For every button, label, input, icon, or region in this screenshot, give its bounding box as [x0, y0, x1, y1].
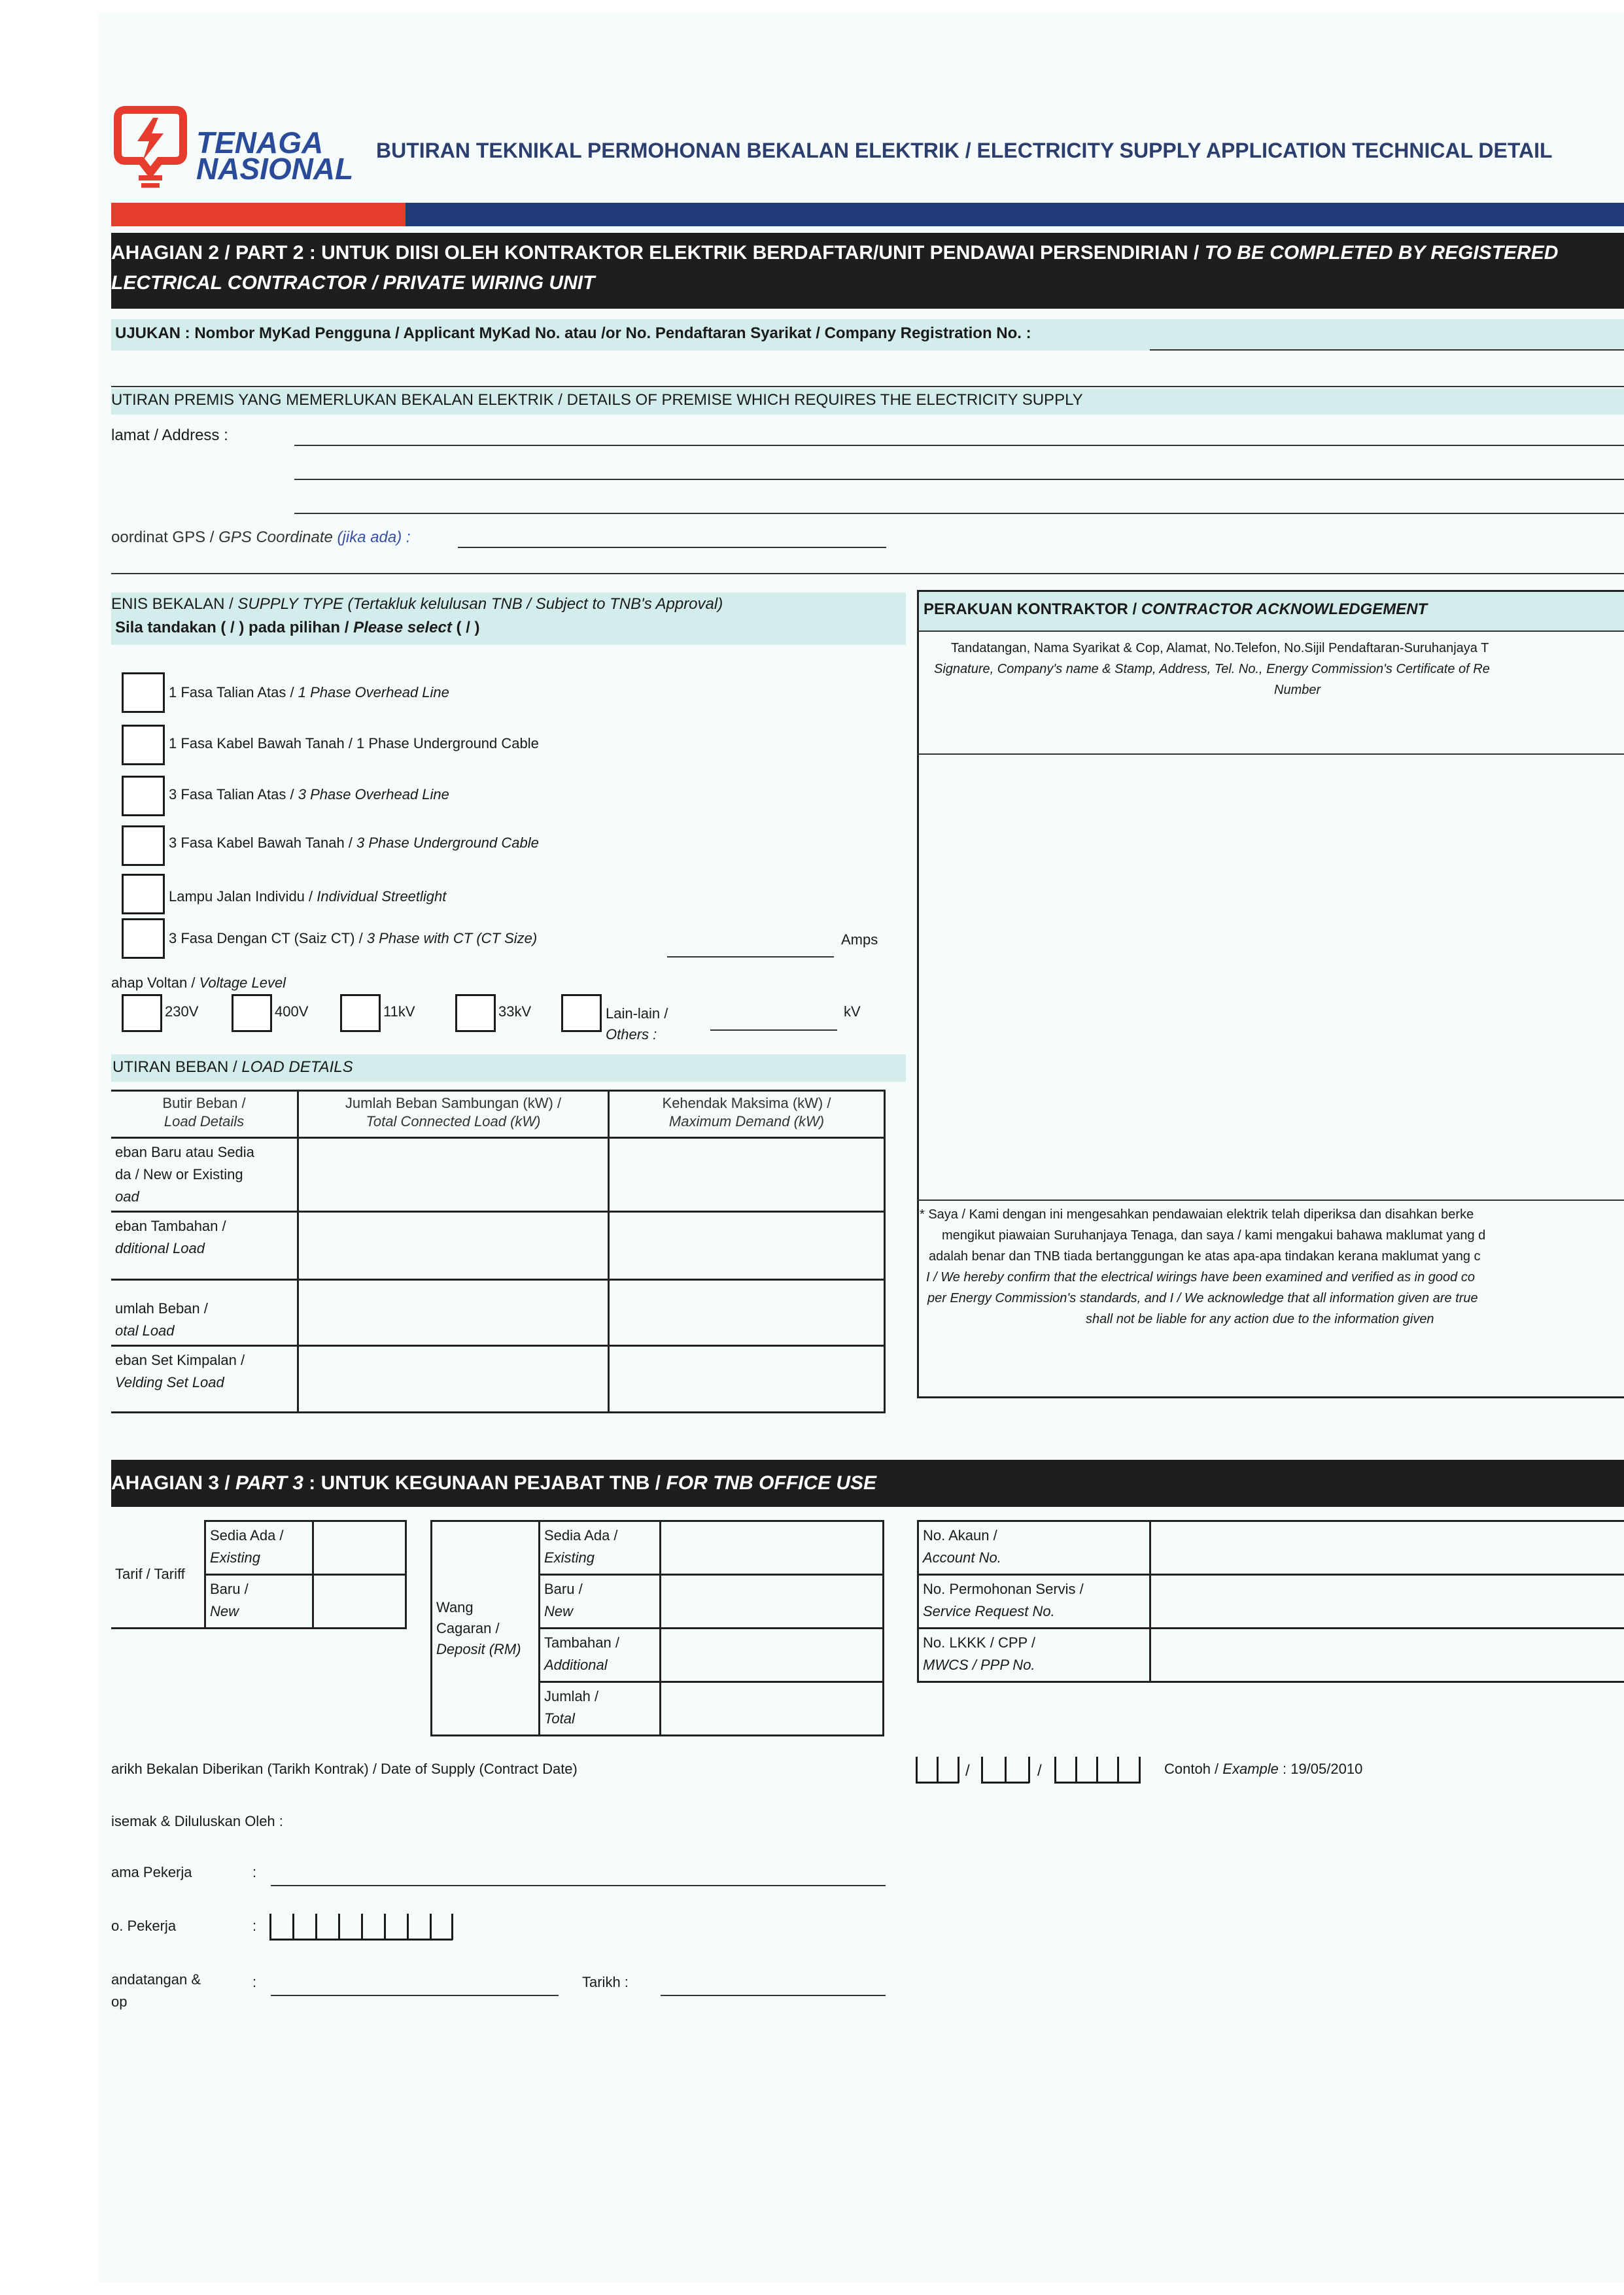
gps-label-optional: (jika ada) :: [337, 528, 411, 546]
table-row: [111, 1521, 406, 1575]
page-title: BUTIRAN TEKNIKAL PERMOHONAN BEKALAN ELEKTRIK / ELECTRICITY SUPPLY APPLICATION TECHNICAL DETAIL: [376, 139, 1553, 162]
opt5-en: Individual Streetlight: [317, 888, 447, 905]
voltage-33kv-checkbox[interactable]: [455, 994, 496, 1032]
tariff-existing-ms: Sedia Ada /: [210, 1527, 284, 1544]
load-row-4-demand-input[interactable]: [609, 1346, 885, 1413]
table-row: [432, 1521, 884, 1575]
opt3-en: 3 Phase Overhead Line: [298, 786, 449, 802]
gps-label-ms: oordinat GPS /: [111, 528, 219, 546]
staff-no-colon: :: [252, 1918, 257, 1934]
deposit-existing-ms: Sedia Ada /: [544, 1527, 618, 1544]
date-slash-2: /: [1037, 1762, 1042, 1780]
header-accent-red: [111, 203, 406, 226]
voltage-11kv-label: 11kV: [383, 1003, 415, 1020]
deposit-additional-en: Additional: [544, 1657, 608, 1673]
signature-input[interactable]: [271, 1995, 559, 1996]
voltage-heading-en: Voltage Level: [199, 975, 286, 991]
voltage-11kv-checkbox[interactable]: [340, 994, 381, 1032]
month-tick: [1005, 1757, 1007, 1783]
load-row-1-demand-input[interactable]: [609, 1138, 885, 1212]
account-no-input[interactable]: [1150, 1521, 1624, 1575]
address-label: lamat / Address :: [111, 426, 228, 444]
load-row-2-label: [111, 1212, 298, 1280]
load-row-4-label: [111, 1346, 298, 1413]
account-no-ms: No. Akaun /: [923, 1527, 997, 1544]
load-row-1-label: [111, 1138, 298, 1212]
contractor-signature-area[interactable]: [922, 759, 1622, 1197]
voltage-other-ms: Lain-lain /: [606, 1005, 668, 1022]
deposit-label: [432, 1521, 540, 1736]
supply-type-heading: [111, 595, 723, 613]
load-col-details: [111, 1091, 298, 1138]
staff-no-tick: [338, 1914, 340, 1940]
table-row: [111, 1280, 885, 1346]
ack-declaration-rule: [917, 1199, 1624, 1201]
gps-label-en: GPS Coordinate: [218, 528, 333, 546]
logo-wordmark: [196, 126, 354, 186]
example-value: : 19/05/2010: [1278, 1761, 1363, 1777]
lkkk-en: MWCS / PPP No.: [923, 1657, 1035, 1673]
ack-declaration-line5: per Energy Commission's standards, and I / We acknowledge that all information given are true: [927, 1291, 1478, 1305]
ack-declaration-line6: shall not be liable for any action due to the information given: [1086, 1312, 1434, 1326]
signature-label-1: andatangan &: [111, 1971, 201, 1988]
premise-bottom-rule: [111, 573, 1624, 574]
load-col-demand-ms: Kehendak Maksima (kW) /: [662, 1095, 831, 1111]
part3-heading-c: : UNTUK KEGUNAAN PEJABAT TNB /: [303, 1472, 666, 1494]
year-tick: [1139, 1757, 1141, 1783]
deposit-additional-input[interactable]: [661, 1629, 884, 1682]
table-row: [111, 1346, 885, 1413]
deposit-total-en: Total: [544, 1710, 575, 1727]
deposit-additional-label: [540, 1629, 661, 1682]
voltage-heading-ms: ahap Voltan /: [111, 975, 199, 991]
approval-date-input[interactable]: [661, 1995, 886, 1996]
table-row: [111, 1212, 885, 1280]
day-tick: [916, 1757, 918, 1783]
staff-no-label: o. Pekerja: [111, 1918, 177, 1934]
ack-signature-rule: [917, 753, 1624, 755]
year-tick: [1054, 1757, 1056, 1783]
opt4-en: 3 Phase Underground Cable: [356, 835, 539, 851]
load-col-demand-en: Maximum Demand (kW): [668, 1113, 825, 1130]
supply-option-1-checkbox[interactable]: [122, 672, 165, 713]
load-col-connected: [298, 1091, 609, 1138]
load-col-demand: [609, 1091, 885, 1138]
load-row-1-connected-input[interactable]: [298, 1138, 609, 1212]
tariff-label: Tarif / Tariff: [111, 1521, 205, 1629]
row1-l2: da / New or Existing: [115, 1166, 243, 1182]
table-row: [918, 1521, 1624, 1575]
ack-heading-ms: PERAKUAN KONTRAKTOR /: [924, 600, 1141, 618]
amps-label: Amps: [841, 931, 878, 948]
year-tick: [1117, 1757, 1119, 1783]
example-ms: Contoh /: [1164, 1761, 1223, 1777]
staff-no-tick: [430, 1914, 432, 1940]
gps-input[interactable]: [458, 547, 886, 548]
table-row: [918, 1629, 1624, 1682]
instruction-mark: ( / ): [451, 619, 480, 636]
gps-label: [111, 528, 411, 547]
account-no-label: [918, 1521, 1150, 1575]
signature-stamp-label: [111, 1969, 201, 2013]
deposit-new-ms: Baru /: [544, 1581, 583, 1597]
staff-no-tick: [292, 1914, 294, 1940]
opt2-ms: 1 Fasa Kabel Bawah Tanah / 1 Phase Underground Cable: [169, 735, 539, 751]
service-request-ms: No. Permohonan Servis /: [923, 1581, 1084, 1597]
opt6-en: 3 Phase with CT (CT Size): [366, 930, 538, 946]
staff-no-tick: [315, 1914, 317, 1940]
day-tick: [958, 1757, 959, 1783]
month-tick: [1028, 1757, 1030, 1783]
ack-signature-line2: Signature, Company's name & Stamp, Address, Tel. No., Energy Commission's Certificate of Re: [934, 662, 1490, 676]
part2-heading-line2: LECTRICAL CONTRACTOR / PRIVATE WIRING UNIT: [111, 272, 595, 294]
load-row-4-connected-input[interactable]: [298, 1346, 609, 1413]
voltage-400v-checkbox[interactable]: [232, 994, 272, 1032]
load-col-details-en: Load Details: [164, 1113, 245, 1130]
load-row-3-connected-input[interactable]: [298, 1280, 609, 1346]
load-col-connected-en: Total Connected Load (kW): [366, 1113, 541, 1130]
staff-no-tick: [361, 1914, 363, 1940]
supply-option-3-label: [169, 786, 449, 803]
part3-heading-d: FOR TNB OFFICE USE: [666, 1472, 877, 1494]
row4-l2: Velding Set Load: [115, 1374, 224, 1390]
deposit-existing-label: [540, 1521, 661, 1575]
ack-declaration-line4: I / We hereby confirm that the electrical wirings have been examined and verified as in good co: [926, 1270, 1475, 1285]
tnb-logo: [111, 105, 190, 190]
logo-line-2: NASIONAL: [196, 152, 354, 186]
staff-no-input[interactable]: [269, 1910, 459, 1942]
load-table-header: [111, 1091, 885, 1138]
row4-l1: eban Set Kimpalan /: [115, 1352, 245, 1368]
signature-colon: :: [252, 1974, 257, 1990]
rujukan-input[interactable]: [1150, 349, 1624, 351]
row1-l1: eban Baru atau Sedia: [115, 1144, 254, 1160]
ack-declaration-line1: * Saya / Kami dengan ini mengesahkan pendawaian elektrik telah diperiksa dan disahkan berke: [920, 1207, 1474, 1222]
supply-type-heading-en: SUPPLY TYPE (Tertakluk kelulusan TNB / Subject to TNB's Approval): [237, 595, 723, 613]
staff-name-input[interactable]: [271, 1885, 886, 1886]
load-heading-ms: UTIRAN BEBAN /: [112, 1058, 242, 1076]
part3-heading-a: AHAGIAN 3 /: [111, 1472, 236, 1494]
service-request-en: Service Request No.: [923, 1603, 1055, 1619]
deposit-label-3: Deposit (RM): [436, 1640, 521, 1657]
year-tick: [1075, 1757, 1077, 1783]
tariff-existing-en: Existing: [210, 1549, 261, 1566]
address-line-2[interactable]: [294, 479, 1624, 480]
lkkk-label: [918, 1629, 1150, 1682]
table-row: [111, 1138, 885, 1212]
lkkk-ms: No. LKKK / CPP /: [923, 1634, 1036, 1651]
load-col-connected-ms: Jumlah Beban Sambungan (kW) /: [345, 1095, 562, 1111]
deposit-new-label: [540, 1575, 661, 1629]
account-table: [917, 1520, 1624, 1683]
rujukan-label: UJUKAN : Nombor MyKad Pengguna / Applicant MyKad No. atau /or No. Pendaftaran Syarikat / Company Registration No. :: [115, 324, 1031, 342]
year-tick: [1096, 1757, 1098, 1783]
supply-option-4-label: [169, 835, 539, 852]
row2-l1: eban Tambahan /: [115, 1218, 226, 1234]
deposit-new-en: New: [544, 1603, 574, 1619]
tariff-existing-input[interactable]: [313, 1521, 406, 1575]
supply-option-5-checkbox[interactable]: [122, 874, 165, 914]
ack-signature-line1: Tandatangan, Nama Syarikat & Cop, Alamat, No.Telefon, No.Sijil Pendaftaran-Suruhanjaya T: [951, 641, 1489, 655]
address-line-3[interactable]: [294, 513, 1624, 514]
deposit-label-2: Cagaran /: [436, 1619, 500, 1636]
load-row-2-demand-input[interactable]: [609, 1212, 885, 1280]
supply-option-2-checkbox[interactable]: [122, 725, 165, 765]
supply-date-label: arikh Bekalan Diberikan (Tarikh Kontrak) / Date of Supply (Contract Date): [111, 1761, 578, 1777]
tariff-table: [111, 1520, 407, 1629]
staff-no-tick: [407, 1914, 409, 1940]
staff-name-colon: :: [252, 1864, 257, 1880]
supply-option-6-checkbox[interactable]: [122, 918, 165, 959]
tariff-new-en: New: [210, 1603, 239, 1619]
staff-no-tick: [451, 1914, 453, 1940]
kv-unit-label: kV: [844, 1003, 861, 1020]
deposit-total-input[interactable]: [661, 1682, 884, 1736]
load-heading: [112, 1058, 353, 1077]
checked-by-label: isemak & Diluluskan Oleh :: [111, 1813, 283, 1829]
supply-date-input[interactable]: [916, 1753, 1151, 1786]
supply-option-1-label: [169, 684, 449, 701]
deposit-new-input[interactable]: [661, 1575, 884, 1629]
part2-heading-line1: AHAGIAN 2 / PART 2 : UNTUK DIISI OLEH KONTRAKTOR ELEKTRIK BERDAFTAR/UNIT PENDAWAI PERSENDIRIAN /: [111, 242, 1205, 264]
voltage-other-en: Others :: [606, 1026, 657, 1043]
deposit-label-1: Wang: [436, 1598, 474, 1615]
load-details-table: [111, 1090, 886, 1413]
staff-no-tick: [384, 1914, 386, 1940]
deposit-total-label: [540, 1682, 661, 1736]
account-no-en: Account No.: [923, 1549, 1001, 1566]
voltage-400v-label: 400V: [275, 1003, 309, 1020]
tariff-new-label: [205, 1575, 313, 1629]
load-row-2-connected-input[interactable]: [298, 1212, 609, 1280]
part2-heading-italic: TO BE COMPLETED BY REGISTERED: [1204, 242, 1559, 264]
tariff-new-ms: Baru /: [210, 1581, 249, 1597]
tariff-existing-label: [205, 1521, 313, 1575]
ct-size-input[interactable]: [667, 956, 834, 958]
month-tick: [981, 1757, 983, 1783]
ack-heading-rule: [917, 630, 1624, 632]
day-tick: [937, 1757, 939, 1783]
opt6-ms: 3 Fasa Dengan CT (Saiz CT) /: [169, 930, 367, 946]
ack-heading: [924, 600, 1427, 619]
opt4-ms: 3 Fasa Kabel Bawah Tanah /: [169, 835, 357, 851]
supply-option-6-label: [169, 930, 537, 947]
voltage-33kv-label: 33kV: [498, 1003, 532, 1020]
service-request-label: [918, 1575, 1150, 1629]
voltage-230v-label: 230V: [165, 1003, 199, 1020]
signature-label-2: op: [111, 1993, 128, 2010]
deposit-existing-en: Existing: [544, 1549, 595, 1566]
part2-heading: [111, 233, 1624, 309]
voltage-heading: [111, 975, 286, 992]
opt3-ms: 3 Fasa Talian Atas /: [169, 786, 298, 802]
part3-heading-b: PART 3: [235, 1472, 303, 1494]
row2-l2: dditional Load: [115, 1240, 205, 1256]
staff-no-tick: [269, 1914, 271, 1940]
deposit-total-ms: Jumlah /: [544, 1688, 599, 1704]
opt5-ms: Lampu Jalan Individu /: [169, 888, 317, 905]
voltage-other-input[interactable]: [710, 1029, 837, 1031]
date-example: [1164, 1761, 1362, 1778]
ack-signature-line3: Number: [1274, 683, 1321, 697]
deposit-additional-ms: Tambahan /: [544, 1634, 619, 1651]
ack-heading-en: CONTRACTOR ACKNOWLEDGEMENT: [1141, 600, 1428, 618]
ack-declaration-line2: mengikut piawaian Suruhanjaya Tenaga, dan saya / kami mengakui bahawa maklumat yang d: [942, 1228, 1486, 1243]
voltage-230v-checkbox[interactable]: [122, 994, 162, 1032]
opt1-en: 1 Phase Overhead Line: [298, 684, 449, 700]
deposit-table: [430, 1520, 884, 1736]
staff-name-label: ama Pekerja: [111, 1864, 192, 1880]
row3-l2: otal Load: [115, 1322, 175, 1339]
premise-top-rule: [111, 386, 1624, 387]
supply-option-5-label: [169, 888, 446, 905]
supply-option-3-checkbox[interactable]: [122, 776, 165, 816]
load-row-3-label: [111, 1280, 298, 1346]
load-heading-en: LOAD DETAILS: [241, 1058, 353, 1076]
example-en: Example: [1222, 1761, 1279, 1777]
supply-type-instruction: [115, 619, 480, 637]
supply-option-2-label: [169, 735, 539, 752]
approval-date-label: Tarikh :: [582, 1974, 629, 1990]
row3-l1: umlah Beban /: [115, 1300, 208, 1317]
instruction-ms: Sila tandakan ( / ) pada pilihan /: [115, 619, 354, 636]
supply-option-4-checkbox[interactable]: [122, 825, 165, 866]
opt1-ms: 1 Fasa Talian Atas /: [169, 684, 298, 700]
voltage-other-label: [606, 1003, 668, 1045]
tnb-logo-icon: [111, 105, 190, 190]
instruction-en: Please select: [353, 619, 452, 636]
load-row-3-demand-input[interactable]: [609, 1280, 885, 1346]
lkkk-input[interactable]: [1150, 1629, 1624, 1682]
ack-declaration-line3: adalah benar dan TNB tiada bertanggungan ke atas apa-apa tindakan kerana maklumat yang c: [929, 1249, 1481, 1264]
row1-l3: oad: [115, 1188, 139, 1205]
address-line-1[interactable]: [294, 445, 1624, 446]
supply-type-heading-ms: ENIS BEKALAN /: [111, 595, 238, 613]
header-accent-navy: [406, 203, 1624, 226]
service-request-input[interactable]: [1150, 1575, 1624, 1629]
table-row: [918, 1575, 1624, 1629]
logo-line-1: TENAGA: [196, 126, 324, 160]
load-col-details-ms: Butir Beban /: [162, 1095, 246, 1111]
premise-heading: UTIRAN PREMIS YANG MEMERLUKAN BEKALAN ELEKTRIK / DETAILS OF PREMISE WHICH REQUIRES THE ELECTRICITY SUPPLY: [111, 391, 1083, 409]
part3-heading: [111, 1460, 1624, 1507]
voltage-other-checkbox[interactable]: [561, 994, 602, 1032]
date-slash-1: /: [965, 1762, 970, 1780]
tariff-new-input[interactable]: [313, 1575, 406, 1629]
deposit-existing-input[interactable]: [661, 1521, 884, 1575]
